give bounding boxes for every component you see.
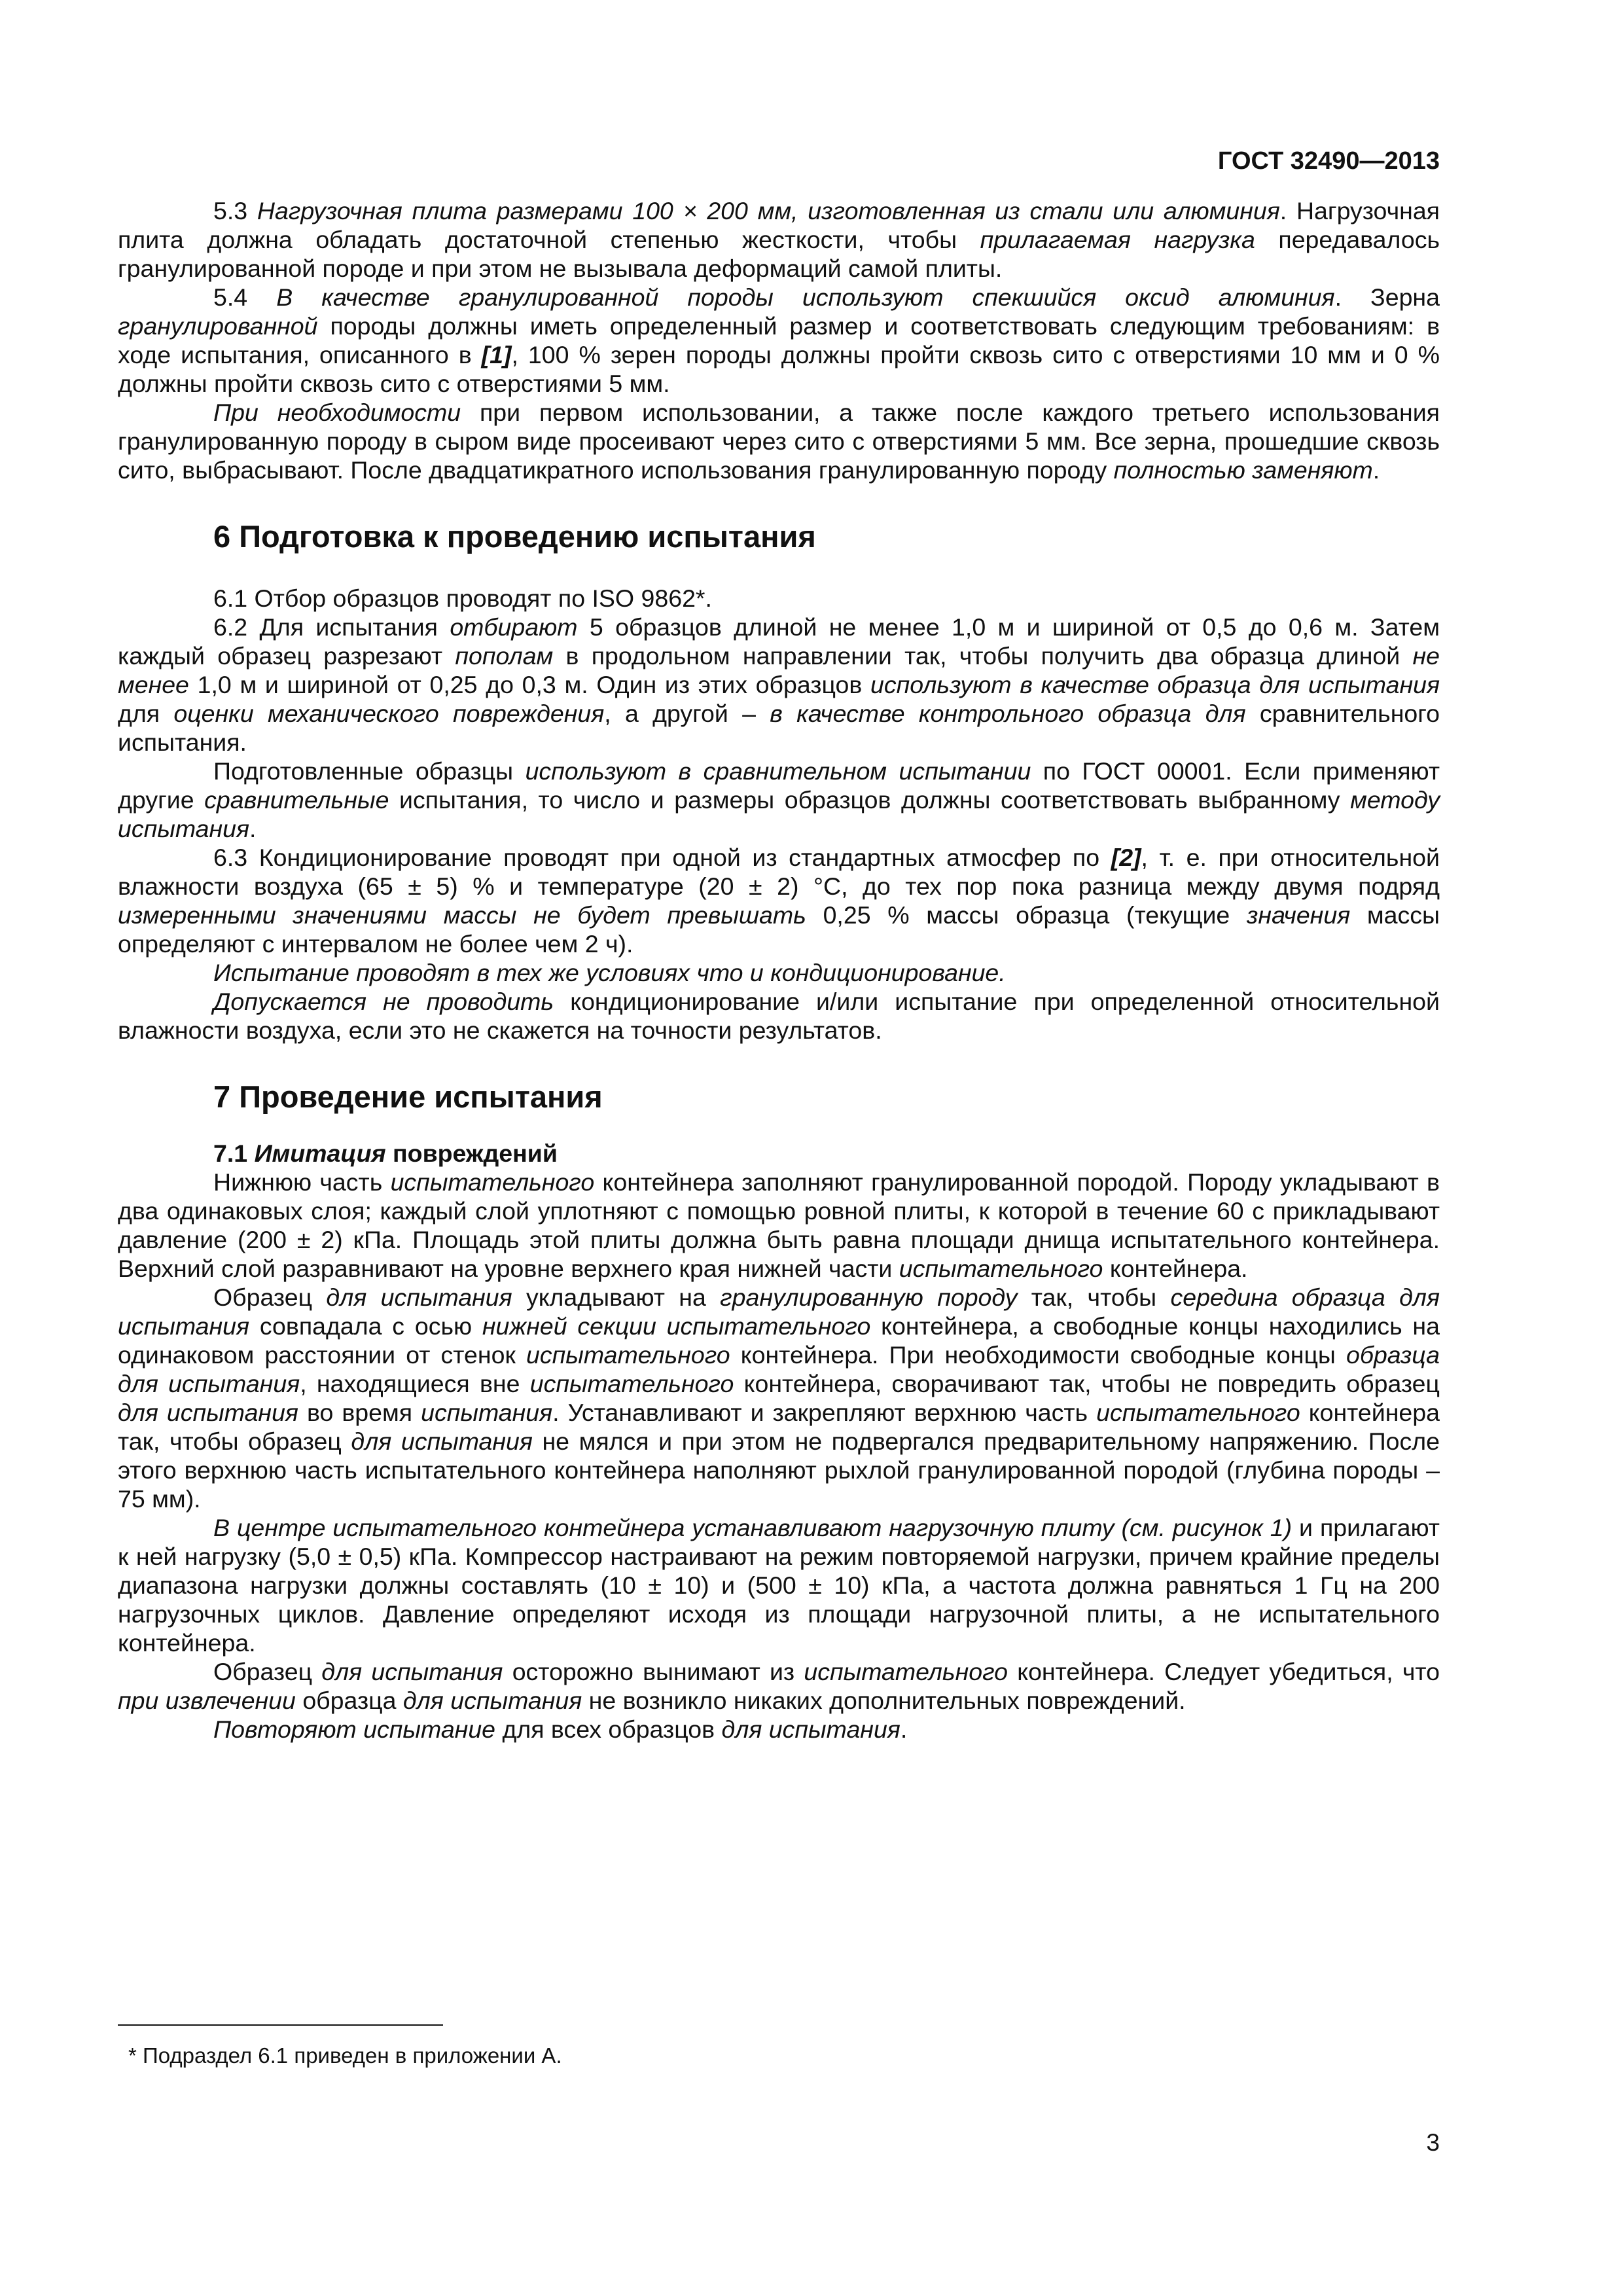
section-6-heading: 6 Подготовка к проведению испытания bbox=[213, 519, 816, 554]
page-number: 3 bbox=[1426, 2129, 1440, 2156]
paragraph-7-1-place: Образец для испытания укладывают на гранулированную породу так, чтобы середина образца для испытания совпадала с осью нижней секции испытательного контейнера, а свободные концы находились на одинаковом расстоянии от стенок испытательного контейнера. При необходимости свободные концы образца для испытания, находящиеся вне испытательного контейнера, сворачивают так, чтобы не повредить образец для испытания во время испытания. Устанавливают и закрепляют верхнюю часть испытательного контейнера так, чтобы образец для испытания не мялся и при этом не подвергался предварительному напряжению. После этого верхнюю часть испытательного контейнера наполняют рыхлой гранулированной породой (глубина породы – 75 мм). bbox=[118, 1283, 1440, 1513]
paragraph-7-1-remove: Образец для испытания осторожно вынимают из испытательного контейнера. Следует убедиться, что при извлечении образца для испытания не возникло никаких дополнительных повреждений. bbox=[118, 1658, 1440, 1714]
paragraph-7-1-repeat: Повторяют испытание для всех образцов для испытания. bbox=[213, 1715, 908, 1743]
reference-2: [2] bbox=[1111, 844, 1141, 871]
paragraph-7-1-fill: Нижнюю часть испытательного контейнера заполняют гранулированной породой. Породу укладывают в два одинаковых слоя; каждый слой уплотняют с помощью ровной плиты, к которой в течение 60 с прикладывают давление (200 ± 2) кПа. Площадь этой плиты должна быть равна площади днища испытательного контейнера. Верхний слой разравнивают на уровне верхнего края нижней части испытательного контейнера. bbox=[118, 1168, 1440, 1282]
paragraph-6-2-prepared: Подготовленные образцы используют в сравнительном испытании по ГОСТ 00001. Если применяют другие сравнительные испытания, то число и размеры образцов должны соответствовать выбранному методу испытания. bbox=[118, 757, 1440, 842]
page-content bbox=[118, 196, 1440, 1744]
paragraph-6-3-allowed: Допускается не проводить кондиционирование и/или испытание при определенной относительной влажности воздуха, если это не скажется на точности результатов. bbox=[118, 988, 1440, 1044]
paragraph-6-1: 6.1 Отбор образцов проводят по ISO 9862*. bbox=[213, 584, 712, 612]
paragraph-5-3: 5.3 Нагрузочная плита размерами 100 × 200 мм, изготовленная из стали или алюминия. Нагрузочная плита должна обладать достаточной степенью жесткости, чтобы прилагаемая нагрузка передавалось гранулированной породе и при этом не вызывала деформаций самой плиты. bbox=[118, 197, 1440, 282]
footnote-separator bbox=[118, 2024, 443, 2026]
paragraph-6-3-conditions: Испытание проводят в тех же условиях что и кондиционирование. bbox=[213, 959, 1006, 986]
footnote: * Подраздел 6.1 приведен в приложении А. bbox=[128, 2043, 562, 2068]
reference-1: [1] bbox=[481, 341, 512, 368]
section-7-heading: 7 Проведение испытания bbox=[213, 1079, 603, 1114]
paragraph-6-2: 6.2 Для испытания отбирают 5 образцов длиной не менее 1,0 м и шириной от 0,5 до 0,6 м. Затем каждый образец разрезают пополам в продольном направлении так, чтобы получить два образца длиной не менее 1,0 м и шириной от 0,25 до 0,3 м. Один из этих образцов используют в качестве образца для испытания для оценки механического повреждения, а другой – в качестве контрольного образца для сравнительного испытания. bbox=[118, 613, 1440, 756]
paragraph-5-4: 5.4 В качестве гранулированной породы используют спекшийся оксид алюминия. Зерна гранулированной породы должны иметь определенный размер и соответствовать следующим требованиям: в ходе испытания, описанного в [1], 100 % зерен породы должны пройти сквозь сито с отверстиями 10 мм и 0 % должны пройти сквозь сито с отверстиями 5 мм. bbox=[118, 283, 1440, 397]
paragraph-6-3: 6.3 Кондиционирование проводят при одной из стандартных атмосфер по [2], т. е. при относительной влажности воздуха (65 ± 5) % и температуре (20 ± 2) °С, до тех пор пока разница между двумя подряд измеренными значениями массы не будет превышать 0,25 % массы образца (текущие значения массы определяют с интервалом не более чем 2 ч). bbox=[118, 844, 1440, 958]
subsection-7-1-heading: 7.1 Имитация повреждений bbox=[213, 1139, 558, 1167]
paragraph-5-4-reuse: При необходимости при первом использовании, а также после каждого третьего использования гранулированную породу в сыром виде просеивают через сито с отверстиями 5 мм. Все зерна, прошедшие сквозь сито, выбрасывают. После двадцатикратного использования гранулированную породу полностью заменяют. bbox=[118, 399, 1440, 484]
document-header: ГОСТ 32490—2013 bbox=[1217, 147, 1440, 175]
paragraph-7-1-load: В центре испытательного контейнера устанавливают нагрузочную плиту (см. рисунок 1) и прилагают к ней нагрузку (5,0 ± 0,5) кПа. Компрессор настраивают на режим повторяемой нагрузки, причем крайние пределы диапазона нагрузки должны составлять (10 ± 10) и (500 ± 10) кПа, а частота должна равняться 1 Гц на 200 нагрузочных циклов. Давление определяют исходя из площади нагрузочной плиты, а не испытательного контейнера. bbox=[118, 1514, 1440, 1657]
